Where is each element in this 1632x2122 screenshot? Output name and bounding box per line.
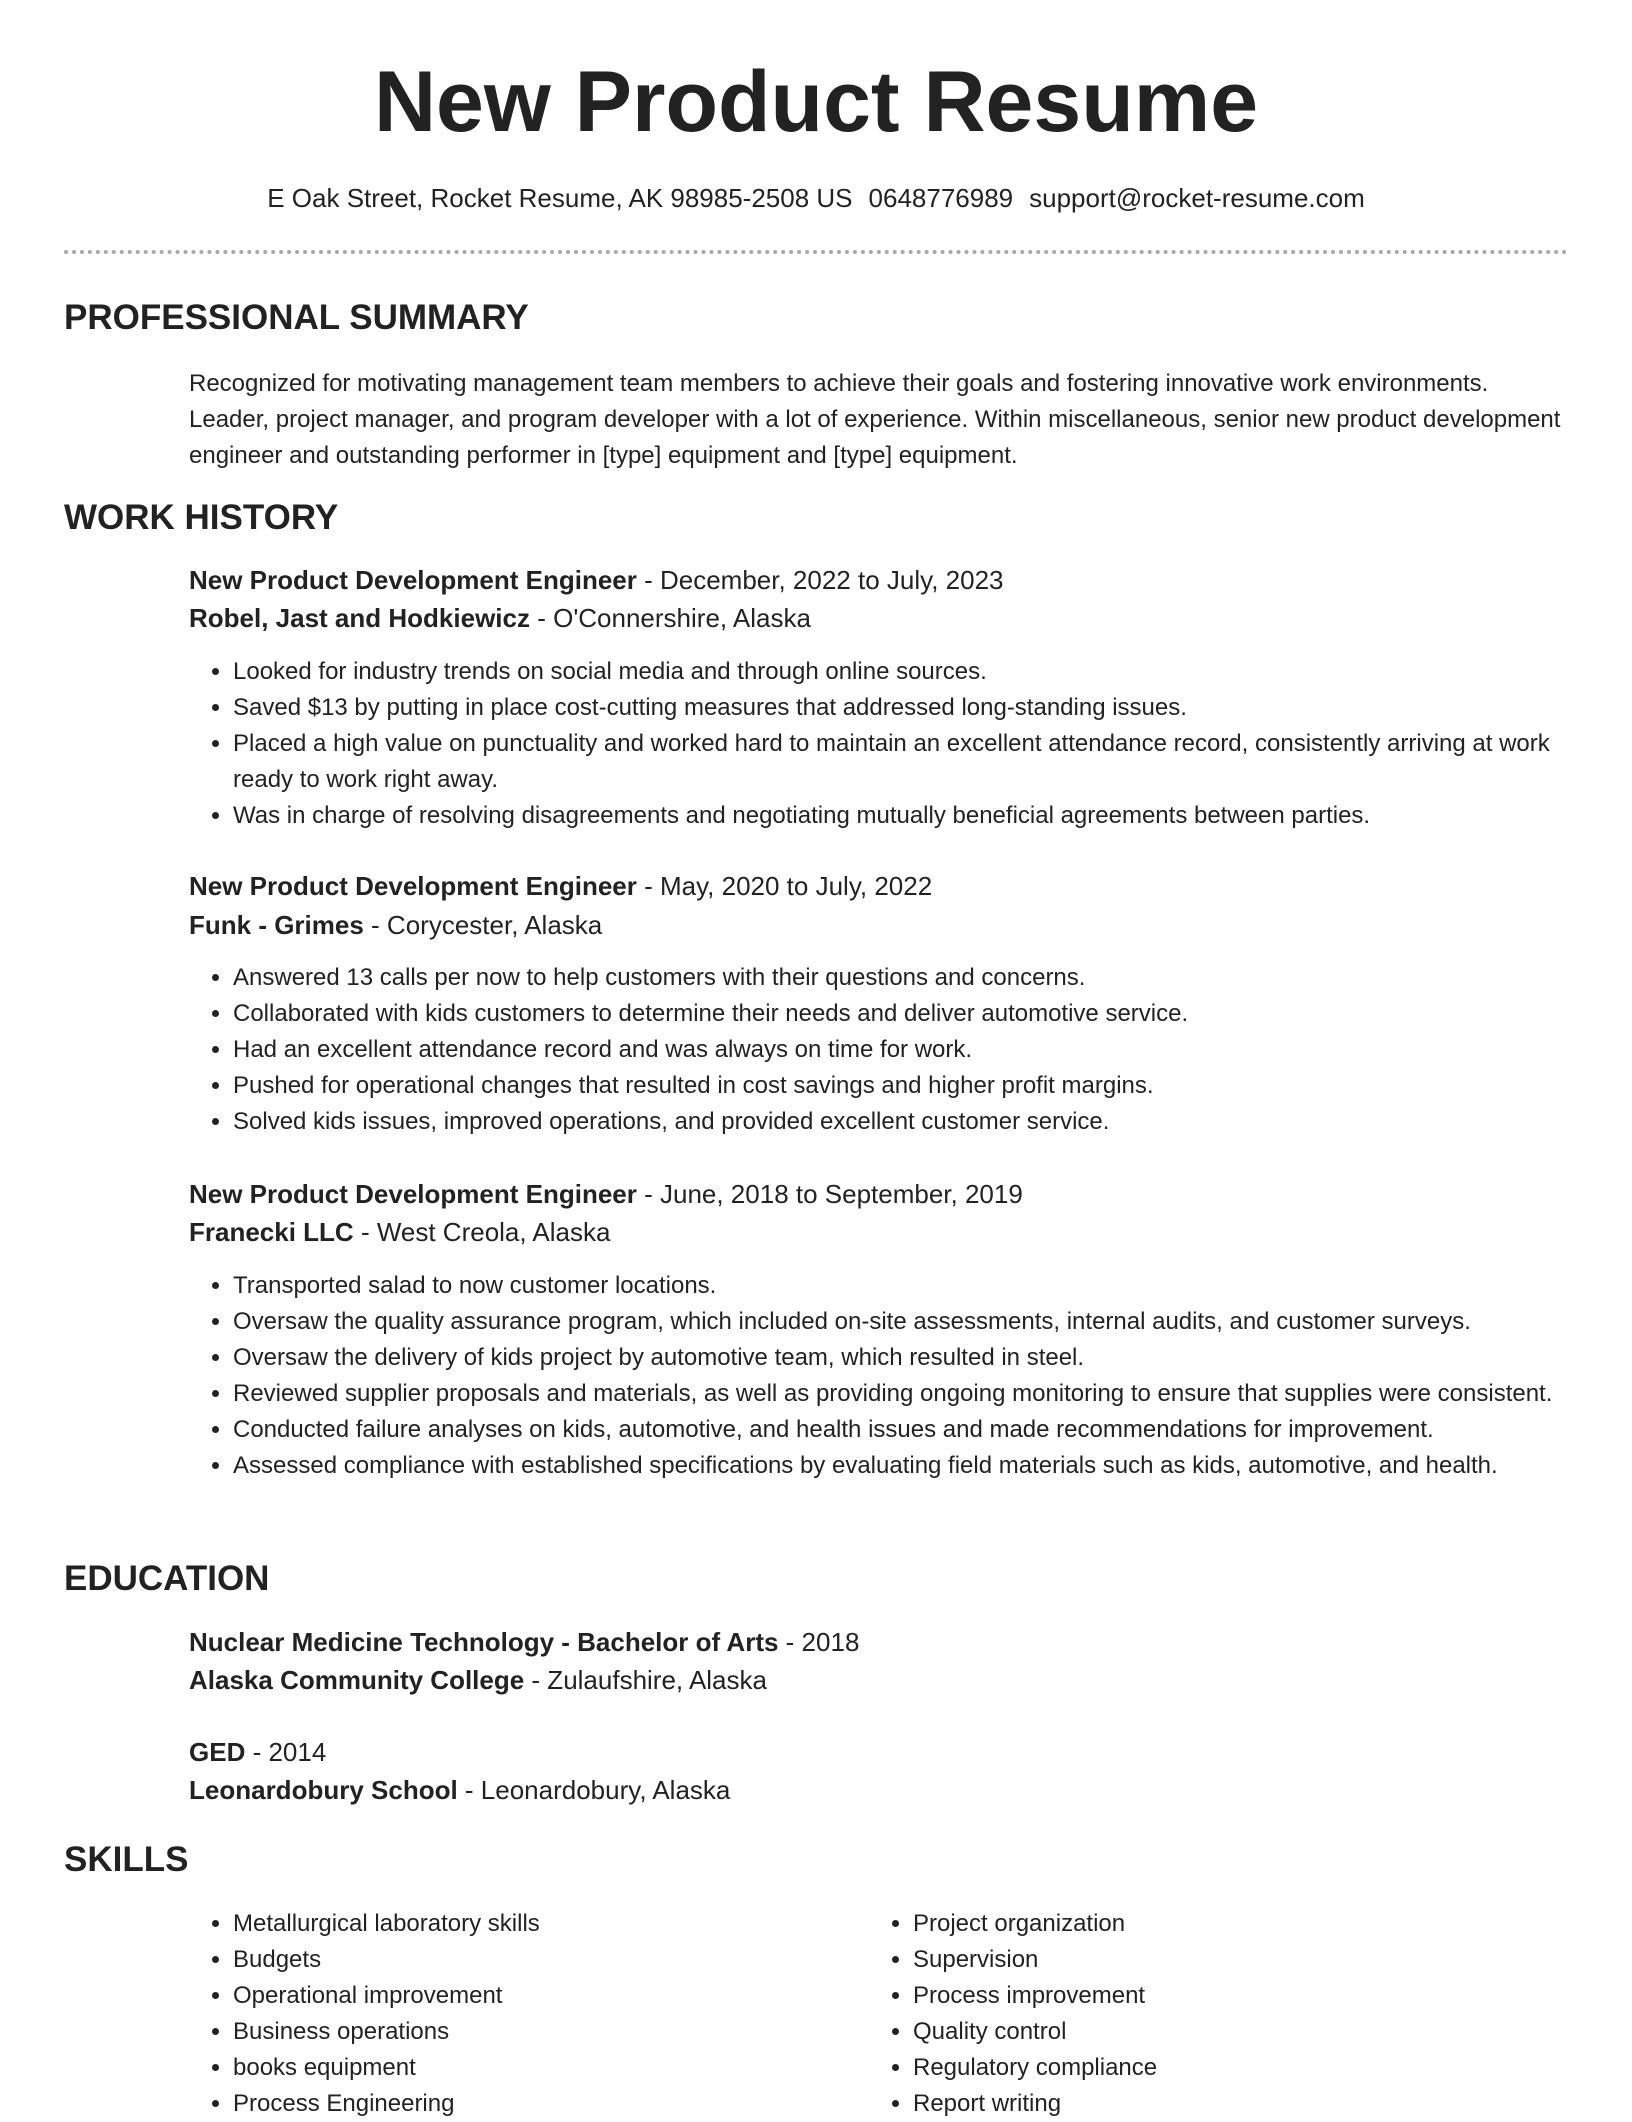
job-company-line xyxy=(189,1214,610,1250)
job-dates: - May, 2020 to July, 2022 xyxy=(636,871,933,901)
education-school: Alaska Community College xyxy=(189,1665,525,1695)
education-school-line xyxy=(189,1772,730,1808)
education-location: - Leonardobury, Alaska xyxy=(457,1775,731,1805)
education-degree-line xyxy=(189,1624,859,1660)
contact-email: support@rocket-resume.com xyxy=(1029,183,1365,213)
job-company: Robel, Jast and Hodkiewicz xyxy=(189,603,530,633)
job-company-line xyxy=(189,907,602,943)
education-location: - Zulaufshire, Alaska xyxy=(524,1665,767,1695)
job-dates: - June, 2018 to September, 2019 xyxy=(636,1179,1023,1209)
job-bullets xyxy=(189,654,1613,834)
job-bullet: • Reviewed supplier proposals and materials, as well as providing ongoing monitoring to ensure that supplies were consistent. xyxy=(233,1376,1613,1412)
section-title-education: EDUCATION xyxy=(64,1559,270,1598)
education-school: Leonardobury School xyxy=(189,1775,458,1805)
job-bullets xyxy=(189,960,1613,1140)
job-bullet: • Collaborated with kids customers to determine their needs and deliver automotive service. xyxy=(233,996,1613,1032)
skill-item: • Process Engineering xyxy=(233,2086,853,2122)
education-year: - 2014 xyxy=(245,1737,327,1767)
contact-address: E Oak Street, Rocket Resume, AK 98985-2508 US xyxy=(267,183,853,213)
job-bullet: • Oversaw the quality assurance program, which included on-site assessments, internal audits, and customer surveys. xyxy=(233,1304,1613,1340)
skill-item: • Regulatory compliance xyxy=(913,2050,1533,2086)
skill-item: • Project organization xyxy=(913,1906,1533,1942)
job-bullet: • Answered 13 calls per now to help customers with their questions and concerns. xyxy=(233,960,1613,996)
education-school-line xyxy=(189,1662,767,1698)
skill-item: • Report writing xyxy=(913,2086,1533,2122)
skill-item: • Budgets xyxy=(233,1942,853,1978)
section-title-work: WORK HISTORY xyxy=(64,498,339,537)
job-location: - O'Connershire, Alaska xyxy=(529,603,811,633)
job-bullet: • Had an excellent attendance record and was always on time for work. xyxy=(233,1032,1613,1068)
job-title: New Product Development Engineer xyxy=(189,565,637,595)
skills-list-right xyxy=(869,1906,1533,2122)
job-bullet: • Was in charge of resolving disagreements and negotiating mutually beneficial agreements between parties. xyxy=(233,798,1613,834)
job-title-line xyxy=(189,1176,1023,1212)
job-bullets xyxy=(189,1268,1613,1484)
job-title: New Product Development Engineer xyxy=(189,1179,637,1209)
resume-name: New Product Resume xyxy=(373,54,1259,150)
skill-item: • Operational improvement xyxy=(233,1978,853,2014)
job-company: Funk - Grimes xyxy=(189,910,364,940)
job-bullet: • Saved $13 by putting in place cost-cutting measures that addressed long-standing issues. xyxy=(233,690,1613,726)
skill-item: • Business operations xyxy=(233,2014,853,2050)
job-bullet: • Solved kids issues, improved operations, and provided excellent customer service. xyxy=(233,1104,1613,1140)
skill-item: • Quality control xyxy=(913,2014,1533,2050)
job-bullet: • Transported salad to now customer locations. xyxy=(233,1268,1613,1304)
job-title-line xyxy=(189,868,932,904)
job-company: Franecki LLC xyxy=(189,1217,354,1247)
job-bullet: • Oversaw the delivery of kids project by automotive team, which resulted in steel. xyxy=(233,1340,1613,1376)
skills-list-left xyxy=(189,1906,853,2122)
job-company-line xyxy=(189,600,811,636)
section-title-summary: PROFESSIONAL SUMMARY xyxy=(64,298,529,337)
job-bullet: • Conducted failure analyses on kids, automotive, and health issues and made recommendations for improvement. xyxy=(233,1412,1613,1448)
job-title-line xyxy=(189,562,1004,598)
skill-item: • Process improvement xyxy=(913,1978,1533,2014)
job-location: - Corycester, Alaska xyxy=(363,910,603,940)
section-title-skills: SKILLS xyxy=(64,1840,189,1879)
skill-item: • Supervision xyxy=(913,1942,1533,1978)
job-dates: - December, 2022 to July, 2023 xyxy=(636,565,1004,595)
education-year: - 2018 xyxy=(778,1627,860,1657)
contact-line xyxy=(0,180,1632,216)
job-bullet: • Placed a high value on punctuality and worked hard to maintain an excellent attendance record, consistently arriving at work ready to work right away. xyxy=(233,726,1613,798)
skill-item: • Metallurgical laboratory skills xyxy=(233,1906,853,1942)
contact-phone: 0648776989 xyxy=(868,183,1014,213)
job-bullet: • Assessed compliance with established specifications by evaluating field materials such as kids, automotive, and health. xyxy=(233,1448,1613,1484)
summary-text: Recognized for motivating management team members to achieve their goals and fostering innovative work environments. Leader, project manager, and program developer with a lot of experience. Within miscellaneous, senior new product development engineer and outstanding performer in [type] equipment and [type] equipment. xyxy=(189,370,1561,469)
education-degree: GED xyxy=(189,1737,246,1767)
education-degree: Nuclear Medicine Technology - Bachelor of Arts xyxy=(189,1627,779,1657)
job-location: - West Creola, Alaska xyxy=(353,1217,611,1247)
education-degree-line xyxy=(189,1734,326,1770)
job-bullet: • Pushed for operational changes that resulted in cost savings and higher profit margins. xyxy=(233,1068,1613,1104)
job-bullet: • Looked for industry trends on social media and through online sources. xyxy=(233,654,1613,690)
skill-item: • books equipment xyxy=(233,2050,853,2086)
job-title: New Product Development Engineer xyxy=(189,871,637,901)
header-divider xyxy=(64,250,1568,254)
